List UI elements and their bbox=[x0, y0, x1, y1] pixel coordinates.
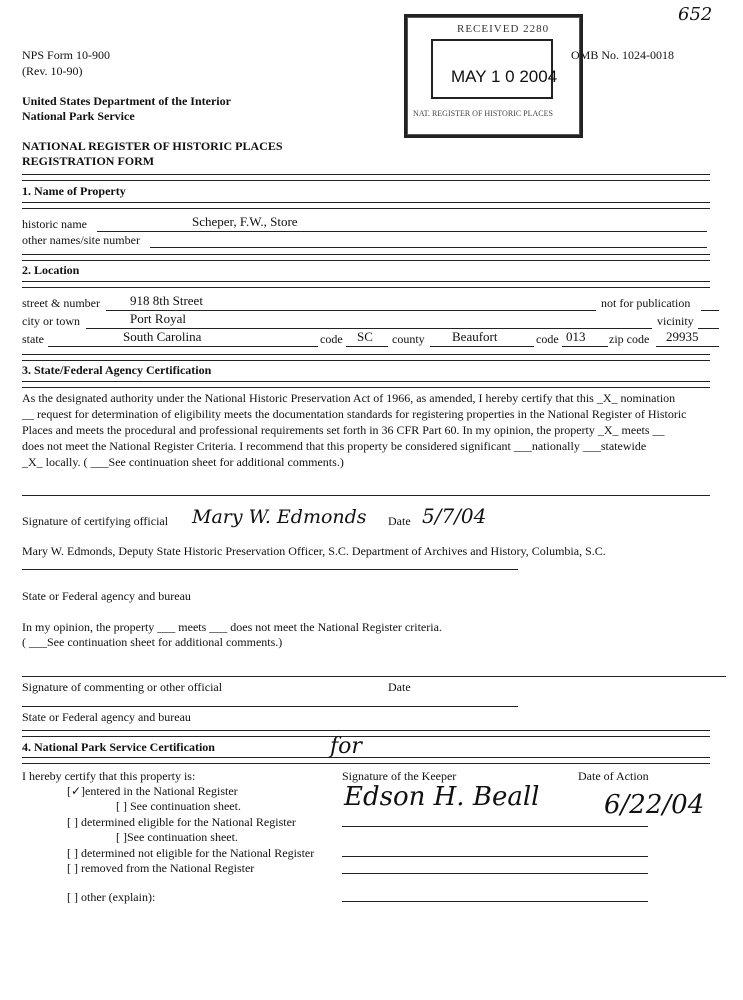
option-other: [ ] other (explain): bbox=[67, 890, 156, 904]
street-label: street & number bbox=[22, 296, 100, 310]
nfp-line bbox=[701, 296, 719, 311]
keeper-for-note: for bbox=[330, 734, 362, 759]
zip-label: zip code bbox=[609, 332, 650, 346]
county-label: county bbox=[392, 332, 425, 346]
city-value: Port Royal bbox=[130, 311, 186, 326]
certifying-official-name: Mary W. Edmonds, Deputy State Historic Preservation Officer, S.C. Department of Archives and History, Columbia, S.C. bbox=[22, 544, 606, 558]
cert-paragraph-line2: __ request for determination of eligibility meets the documentation standards for registering properties in the National Register of Historic bbox=[22, 407, 687, 421]
state-value: South Carolina bbox=[123, 329, 202, 344]
cert-paragraph-line4: does not meet the National Register Criteria. I recommend that this property be considered significant ___nationally ___statewide bbox=[22, 439, 647, 453]
keeper-signature-label: Signature of the Keeper bbox=[342, 769, 457, 783]
nps-certify-statement: I hereby certify that this property is: bbox=[22, 769, 196, 783]
option-entered: [✓]entered in the National Register bbox=[67, 784, 238, 798]
county-code-label: code bbox=[536, 332, 559, 346]
option-removed: [ ] removed from the National Register bbox=[67, 861, 255, 875]
historic-name-value: Scheper, F.W., Store bbox=[192, 214, 298, 229]
option-not-eligible: [ ] determined not eligible for the National Register bbox=[67, 846, 315, 860]
section4-heading: 4. National Park Service Certification bbox=[22, 740, 215, 754]
department-name: United States Department of the Interior bbox=[22, 94, 231, 108]
option-eligible: [ ] determined eligible for the National Register bbox=[67, 815, 296, 829]
other-names-label: other names/site number bbox=[22, 233, 140, 247]
form-revision: (Rev. 10-90) bbox=[22, 64, 83, 78]
not-for-publication-label: not for publication bbox=[601, 296, 691, 310]
keeper-signature: Edson H. Beall bbox=[344, 782, 540, 812]
historic-name-label: historic name bbox=[22, 217, 87, 231]
opinion-line2: ( ___See continuation sheet for additional comments.) bbox=[22, 635, 283, 649]
opinion-line1: In my opinion, the property ___ meets ___ does not meet the National Register criteria. bbox=[22, 620, 442, 634]
certifying-signature-label: Signature of certifying official bbox=[22, 514, 169, 528]
stamp-register: NAT. REGISTER OF HISTORIC PLACES bbox=[413, 109, 553, 118]
state-code-label: code bbox=[320, 332, 343, 346]
vicinity-label: vicinity bbox=[657, 314, 694, 328]
commenting-date-label: Date bbox=[388, 680, 411, 694]
service-name: National Park Service bbox=[22, 109, 135, 123]
section1-heading: 1. Name of Property bbox=[22, 184, 126, 198]
vicinity-line bbox=[698, 314, 719, 329]
agency-bureau2-label: State or Federal agency and bureau bbox=[22, 710, 191, 724]
historic-name-line bbox=[97, 217, 707, 232]
option-entered-continuation: [ ] See continuation sheet. bbox=[116, 799, 241, 813]
form-number: NPS Form 10-900 bbox=[22, 48, 111, 62]
county-code-value: 013 bbox=[566, 329, 586, 344]
state-code-value: SC bbox=[357, 329, 373, 344]
omb-number: OMB No. 1024-0018 bbox=[571, 48, 675, 62]
county-value: Beaufort bbox=[452, 329, 498, 344]
agency-bureau-label: State or Federal agency and bureau bbox=[22, 589, 191, 603]
form-subtitle: REGISTRATION FORM bbox=[22, 154, 155, 168]
other-names-line bbox=[150, 233, 707, 248]
cert-paragraph-line3: Places and meets the procedural and professional requirements set forth in 36 CFR Part 60. In my opinion, the property _X_ meets __ bbox=[22, 423, 665, 437]
date-of-action: 6/22/04 bbox=[604, 790, 705, 820]
commenting-signature-label: Signature of commenting or other official bbox=[22, 680, 223, 694]
section3-heading: 3. State/Federal Agency Certification bbox=[22, 363, 212, 377]
certifying-date: 5/7/04 bbox=[422, 504, 487, 528]
received-stamp bbox=[404, 14, 583, 138]
section2-heading: 2. Location bbox=[22, 263, 80, 277]
state-label: state bbox=[22, 332, 44, 346]
city-label: city or town bbox=[22, 314, 80, 328]
street-value: 918 8th Street bbox=[130, 293, 203, 308]
zip-value: 29935 bbox=[666, 329, 699, 344]
option-eligible-continuation: [ ]See continuation sheet. bbox=[116, 830, 238, 844]
certifying-date-label: Date bbox=[388, 514, 411, 528]
stamp-received: RECEIVED 2280 bbox=[457, 23, 550, 35]
certifying-signature: Mary W. Edmonds bbox=[192, 506, 367, 528]
cert-paragraph-line5: _X_ locally. ( ___See continuation sheet for additional comments.) bbox=[22, 455, 344, 469]
page-mark: 652 bbox=[678, 4, 713, 25]
form-title: NATIONAL REGISTER OF HISTORIC PLACES bbox=[22, 139, 283, 153]
cert-paragraph-line1: As the designated authority under the National Historic Preservation Act of 1966, as amended, I hereby certify that this _X_ nomination bbox=[22, 391, 676, 405]
stamp-date: MAY 1 0 2004 bbox=[451, 67, 558, 86]
date-of-action-label: Date of Action bbox=[578, 769, 649, 783]
